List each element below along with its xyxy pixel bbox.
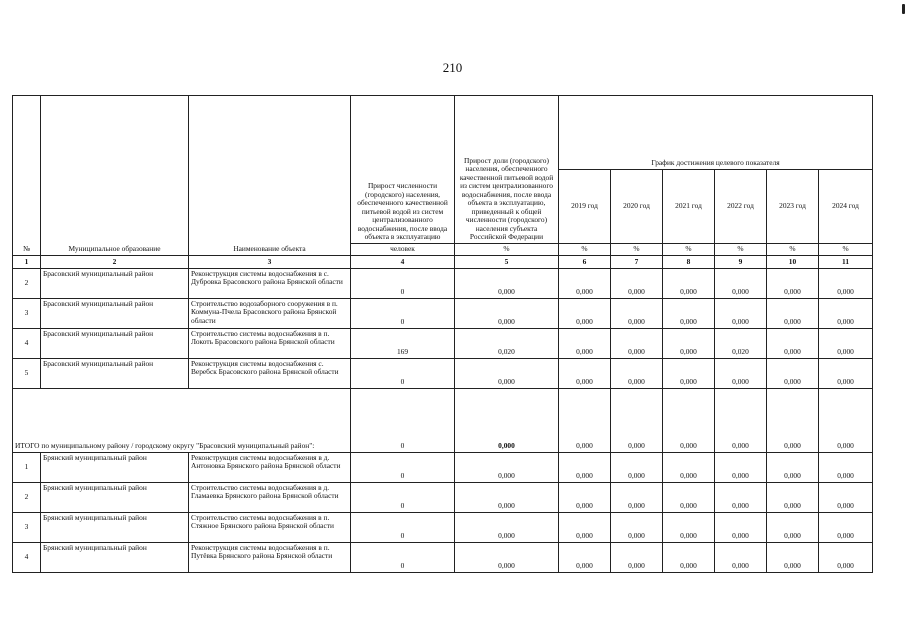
year-value-cell: 0,000 <box>715 298 767 328</box>
header-growth-people: Прирост численности (городского) населения, обеспеченного качественной питьевой водой из систем централизованного водоснабжения, после ввода объекта в эксплуатацию <box>351 96 455 244</box>
unit-percent: % <box>455 244 559 256</box>
year-value-cell: 0,000 <box>611 512 663 542</box>
header-growth-share: Прирост доли (городского) населения, обеспеченного качественной питьевой водой из систем централизованного водоснабжения, после ввода объекта в эксплуатацию, приведенный к общей численности (городского) населения субъекта Российской Федерации <box>455 96 559 244</box>
column-index: 5 <box>455 255 559 268</box>
row-number: 5 <box>13 358 41 388</box>
year-value-cell: 0,000 <box>559 542 611 572</box>
year-value-cell: 0,000 <box>819 512 873 542</box>
total-people: 0 <box>351 388 455 452</box>
object-cell: Строительство системы водоснабжения в д. Гламаевка Брянского района Брянской области <box>189 482 351 512</box>
table-row <box>13 358 873 388</box>
header-municipality: Муниципальное образование <box>41 96 189 256</box>
year-value-cell: 0,000 <box>611 542 663 572</box>
year-value-cell: 0,000 <box>611 328 663 358</box>
indicator-table <box>12 95 873 573</box>
row-number: 2 <box>13 268 41 298</box>
header-year: 2020 год <box>611 170 663 244</box>
year-value-cell: 0,000 <box>663 358 715 388</box>
table-row <box>13 452 873 482</box>
people-cell: 0 <box>351 268 455 298</box>
people-cell: 0 <box>351 358 455 388</box>
unit-percent: % <box>559 244 611 256</box>
year-value-cell: 0,000 <box>767 358 819 388</box>
object-cell: Строительство водозаборного сооружения в п. Коммуна-Пчела Брасовского района Брянской области <box>189 298 351 328</box>
year-value-cell: 0,000 <box>715 358 767 388</box>
municipality-cell: Брасовский муниципальный район <box>41 328 189 358</box>
municipality-cell: Брянский муниципальный район <box>41 482 189 512</box>
year-value-cell: 0,000 <box>663 328 715 358</box>
share-cell: 0,000 <box>455 358 559 388</box>
year-value-cell: 0,000 <box>611 298 663 328</box>
column-index: 1 <box>13 255 41 268</box>
share-cell: 0,000 <box>455 542 559 572</box>
total-label: ИТОГО по муниципальному району / городскому округу "Брасовский муниципальный район": <box>13 388 351 452</box>
year-value-cell: 0,000 <box>611 268 663 298</box>
column-index: 6 <box>559 255 611 268</box>
year-value-cell: 0,000 <box>819 452 873 482</box>
municipality-cell: Брянский муниципальный район <box>41 542 189 572</box>
object-cell: Реконструкция системы водоснабжения в д. Антоновка Брянского района Брянской области <box>189 452 351 482</box>
row-number: 3 <box>13 298 41 328</box>
year-value-cell: 0,000 <box>663 542 715 572</box>
unit-percent: % <box>663 244 715 256</box>
unit-percent: % <box>819 244 873 256</box>
column-index: 3 <box>189 255 351 268</box>
people-cell: 0 <box>351 542 455 572</box>
year-value-cell: 0,000 <box>611 482 663 512</box>
year-value-cell: 0,000 <box>559 512 611 542</box>
header-no: № <box>13 96 41 256</box>
table-row <box>13 512 873 542</box>
object-cell: Реконструкция системы водоснабжения в с. Дубровка Брасовского района Брянской области <box>189 268 351 298</box>
table-row <box>13 268 873 298</box>
year-value-cell: 0,000 <box>715 452 767 482</box>
total-share: 0,000 <box>455 388 559 452</box>
row-number: 1 <box>13 452 41 482</box>
table-row <box>13 542 873 572</box>
column-index: 10 <box>767 255 819 268</box>
row-number: 2 <box>13 482 41 512</box>
column-index: 7 <box>611 255 663 268</box>
people-cell: 169 <box>351 328 455 358</box>
year-value-cell: 0,000 <box>819 298 873 328</box>
year-value-cell: 0,000 <box>819 328 873 358</box>
total-year-value: 0,000 <box>611 388 663 452</box>
year-value-cell: 0,000 <box>819 268 873 298</box>
year-value-cell: 0,000 <box>611 358 663 388</box>
people-cell: 0 <box>351 298 455 328</box>
object-cell: Строительство системы водоснабжения в п. Локоть Брасовского района Брянской области <box>189 328 351 358</box>
year-value-cell: 0,000 <box>559 328 611 358</box>
object-cell: Строительство системы водоснабжения в п. Стяжное Брянского района Брянской области <box>189 512 351 542</box>
year-value-cell: 0,000 <box>715 268 767 298</box>
table-row <box>13 328 873 358</box>
year-value-cell: 0,000 <box>767 452 819 482</box>
header-year: 2022 год <box>715 170 767 244</box>
year-value-cell: 0,000 <box>715 542 767 572</box>
unit-people: человек <box>351 244 455 256</box>
year-value-cell: 0,000 <box>663 512 715 542</box>
unit-percent: % <box>611 244 663 256</box>
year-value-cell: 0,000 <box>559 452 611 482</box>
column-index: 8 <box>663 255 715 268</box>
year-value-cell: 0,000 <box>663 268 715 298</box>
year-value-cell: 0,000 <box>819 542 873 572</box>
year-value-cell: 0,000 <box>663 452 715 482</box>
municipality-cell: Брасовский муниципальный район <box>41 358 189 388</box>
year-value-cell: 0,000 <box>611 452 663 482</box>
year-value-cell: 0,000 <box>767 482 819 512</box>
share-cell: 0,000 <box>455 452 559 482</box>
people-cell: 0 <box>351 482 455 512</box>
year-value-cell: 0,000 <box>767 542 819 572</box>
unit-percent: % <box>767 244 819 256</box>
table-row <box>13 298 873 328</box>
total-row <box>13 388 873 452</box>
header-schedule: График достижения целевого показателя <box>559 96 873 170</box>
column-index: 11 <box>819 255 873 268</box>
year-value-cell: 0,000 <box>559 298 611 328</box>
year-value-cell: 0,000 <box>715 512 767 542</box>
year-value-cell: 0,000 <box>819 358 873 388</box>
people-cell: 0 <box>351 512 455 542</box>
year-value-cell: 0,000 <box>663 298 715 328</box>
object-cell: Реконструкция системы водоснабжения в п. Путёвка Брянского района Брянской области <box>189 542 351 572</box>
header-year: 2023 год <box>767 170 819 244</box>
row-number: 4 <box>13 542 41 572</box>
header-year: 2024 год <box>819 170 873 244</box>
year-value-cell: 0,000 <box>559 482 611 512</box>
year-value-cell: 0,000 <box>663 482 715 512</box>
unit-percent: % <box>715 244 767 256</box>
header-year: 2019 год <box>559 170 611 244</box>
year-value-cell: 0,000 <box>767 512 819 542</box>
municipality-cell: Брасовский муниципальный район <box>41 268 189 298</box>
total-year-value: 0,000 <box>819 388 873 452</box>
total-year-value: 0,000 <box>663 388 715 452</box>
year-value-cell: 0,000 <box>767 298 819 328</box>
share-cell: 0,000 <box>455 482 559 512</box>
object-cell: Реконструкция системы водоснабжения с. Веребск Брасовского района Брянской области <box>189 358 351 388</box>
municipality-cell: Брянский муниципальный район <box>41 512 189 542</box>
total-year-value: 0,000 <box>559 388 611 452</box>
municipality-cell: Брасовский муниципальный район <box>41 298 189 328</box>
year-value-cell: 0,000 <box>819 482 873 512</box>
row-number: 4 <box>13 328 41 358</box>
column-index: 4 <box>351 255 455 268</box>
year-value-cell: 0,000 <box>767 328 819 358</box>
page-number: 210 <box>442 60 463 75</box>
share-cell: 0,000 <box>455 298 559 328</box>
year-value-cell: 0,020 <box>715 328 767 358</box>
row-number: 3 <box>13 512 41 542</box>
column-index: 9 <box>715 255 767 268</box>
table-row <box>13 482 873 512</box>
people-cell: 0 <box>351 452 455 482</box>
year-value-cell: 0,000 <box>715 482 767 512</box>
header-object: Наименование объекта <box>189 96 351 256</box>
share-cell: 0,000 <box>455 268 559 298</box>
total-year-value: 0,000 <box>715 388 767 452</box>
header-year: 2021 год <box>663 170 715 244</box>
year-value-cell: 0,000 <box>559 268 611 298</box>
share-cell: 0,000 <box>455 512 559 542</box>
column-index: 2 <box>41 255 189 268</box>
share-cell: 0,020 <box>455 328 559 358</box>
total-year-value: 0,000 <box>767 388 819 452</box>
municipality-cell: Брянский муниципальный район <box>41 452 189 482</box>
year-value-cell: 0,000 <box>767 268 819 298</box>
year-value-cell: 0,000 <box>559 358 611 388</box>
